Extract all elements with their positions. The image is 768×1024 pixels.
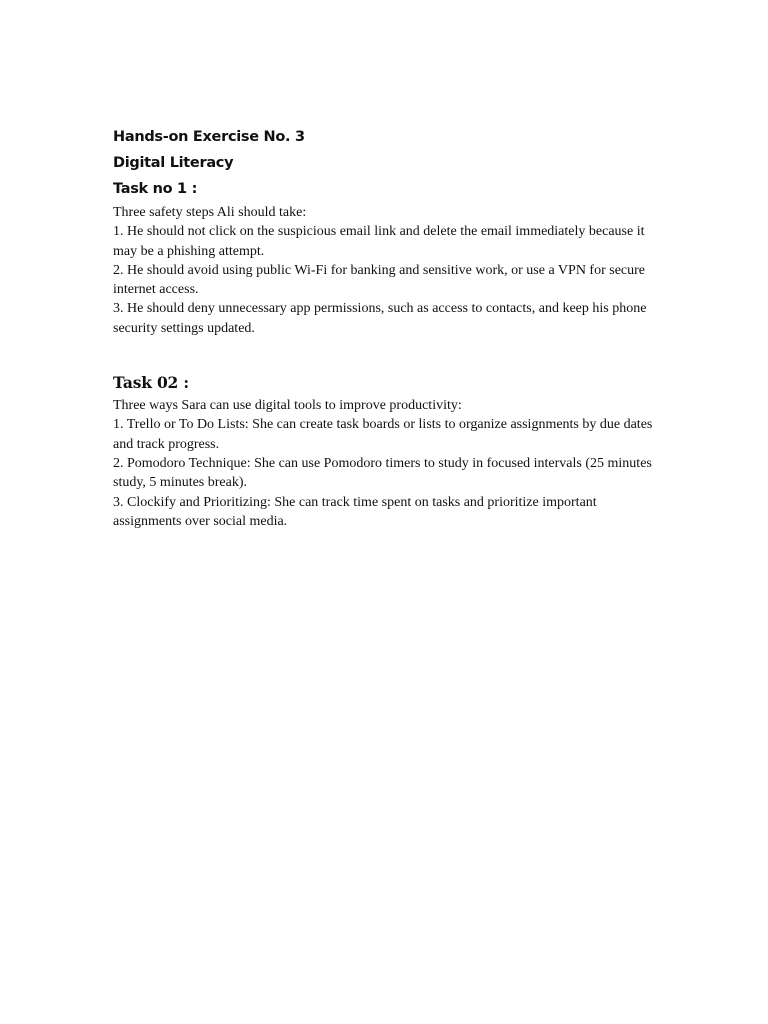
task2-item-1: 1. Trello or To Do Lists: She can create task boards or lists to organize assignments by due dates and track progress.: [113, 417, 653, 452]
task2-intro: Three ways Sara can use digital tools to improve productivity:: [113, 398, 462, 414]
document-page: [113, 124, 658, 531]
task1-intro: Three safety steps Ali should take:: [113, 205, 307, 220]
task1-heading: Task no 1 :: [113, 181, 198, 197]
task2-item-2: 2. Pomodoro Technique: She can use Pomodoro timers to study in focused intervals (25 minutes study, 5 minutes break).: [113, 455, 652, 491]
task2-item-3: 3. Clockify and Prioritizing: She can track time spent on tasks and prioritize important assignments over social media.: [113, 494, 597, 529]
subject-title: Digital Literacy: [113, 155, 234, 171]
task1-item-2: 2. He should avoid using public Wi-Fi for banking and sensitive work, or use a VPN for secure internet access.: [113, 262, 645, 298]
exercise-title: Hands-on Exercise No. 3: [113, 129, 305, 145]
task2-heading: Task 02 :: [113, 373, 189, 393]
task2-section: [113, 396, 658, 531]
task1-item-3: 3. He should deny unnecessary app permissions, such as access to contacts, and keep his phone security settings updated.: [113, 301, 647, 336]
task1-section: [113, 203, 658, 338]
task1-item-1: 1. He should not click on the suspicious email link and delete the email immediately because it may be a phishing attempt.: [113, 224, 645, 259]
